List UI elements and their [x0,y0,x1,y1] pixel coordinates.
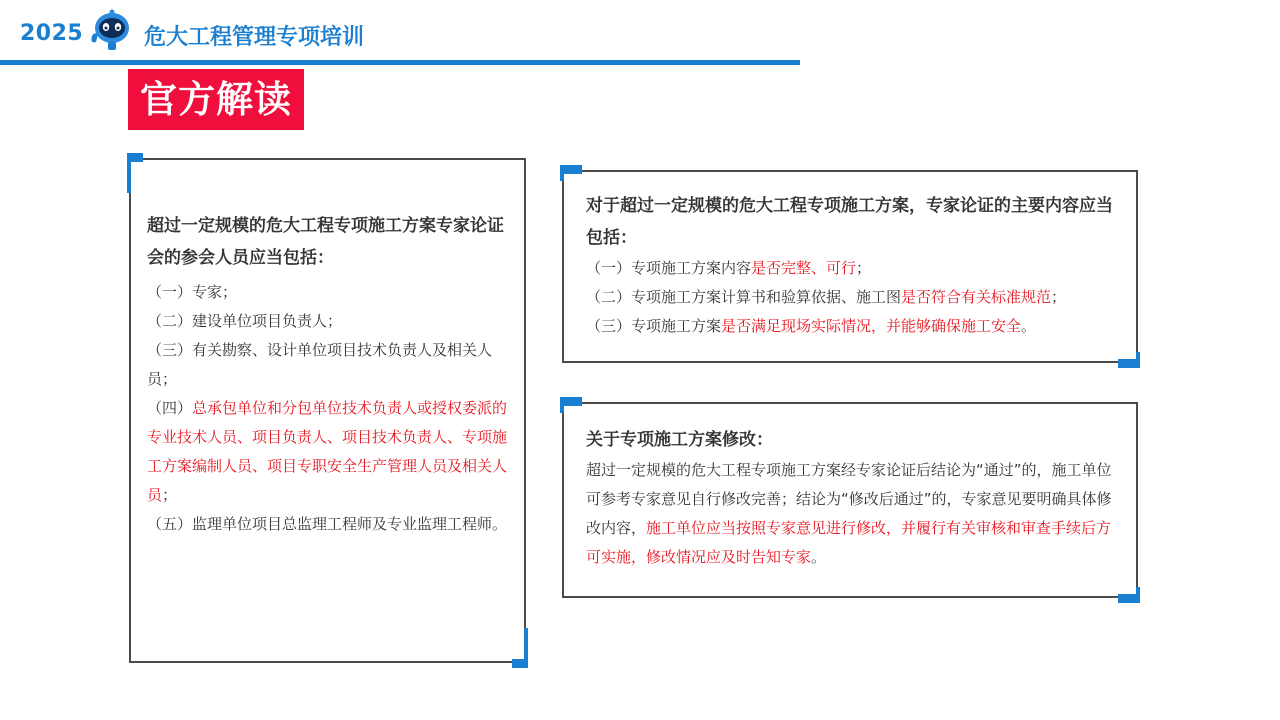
body-text-suffix: 。 [811,548,827,566]
corner-accent-top-left [127,153,143,193]
item-highlight: 是否符合有关标准规范 [901,288,1052,306]
item-text: （二）专项施工方案计算书和验算依据、施工图 [586,288,902,306]
item-text: （五）监理单位项目总监理工程师及专业监理工程师。 [147,515,508,533]
item-suffix: ； [162,486,178,504]
item-highlight: 是否满足现场实际情况，并能够确保施工安全 [721,317,1022,335]
item-suffix: ； [1051,288,1067,306]
item-suffix: ； [856,259,872,277]
bottom-right-card-body [586,456,1114,572]
item-text: （二）建设单位项目负责人； [147,312,343,330]
corner-accent-bottom-right [1118,352,1140,368]
item-text: （三）专项施工方案 [586,317,722,335]
header-year: 2025 [20,21,84,46]
list-item [586,312,1114,341]
item-text: （四） [147,399,193,417]
corner-accent-bottom-right [512,628,528,668]
list-item [586,283,1114,312]
item-text: （一）专家； [147,283,238,301]
item-suffix: 。 [1021,317,1037,335]
list-item [147,336,510,394]
body-text-highlight: 施工单位应当按照专家意见进行修改，并履行有关审核和审查手续后方可实施，修改情况应及时告知专家 [586,519,1112,566]
body-text-plain: 超过一定规模的危大工程专项施工方案经专家论证后结论为“通过”的，施工单位可参考专家意见自行修改完善；结论为“修改后通过”的，专家意见要明确具体修改内容， [586,461,1112,537]
header-title: 危大工程管理专项培训 [144,25,365,50]
item-highlight: 是否完整、可行 [751,259,857,277]
robot-mascot-icon [86,6,134,54]
section-badge: 官方解读 [128,69,304,130]
top-right-card-heading: 对于超过一定规模的危大工程专项施工方案，专家论证的主要内容应当包括： [586,196,1113,248]
bottom-right-card [562,402,1138,598]
list-item [586,254,1114,283]
list-item [147,307,510,336]
item-text: （三）有关勘察、设计单位项目技术负责人及相关人员； [147,341,493,388]
left-card-heading: 超过一定规模的危大工程专项施工方案专家论证会的参会人员应当包括： [147,216,504,268]
left-card [129,158,526,663]
top-right-card [562,170,1138,363]
list-item [147,394,510,510]
corner-accent-bottom-right [1118,587,1140,603]
bottom-right-card-heading: 关于专项施工方案修改： [586,430,773,450]
item-highlight: 总承包单位和分包单位技术负责人或授权委派的专业技术人员、项目负责人、项目技术负责人、专项施工方案编制人员、项目专职安全生产管理人员及相关人员 [147,399,508,504]
list-item [147,510,510,539]
corner-accent-top-left [560,165,582,181]
header-divider [0,60,800,65]
corner-accent-top-left [560,397,582,413]
left-card-list [147,278,510,539]
item-text: （一）专项施工方案内容 [586,259,752,277]
list-item [147,278,510,307]
top-right-card-list [586,254,1114,341]
